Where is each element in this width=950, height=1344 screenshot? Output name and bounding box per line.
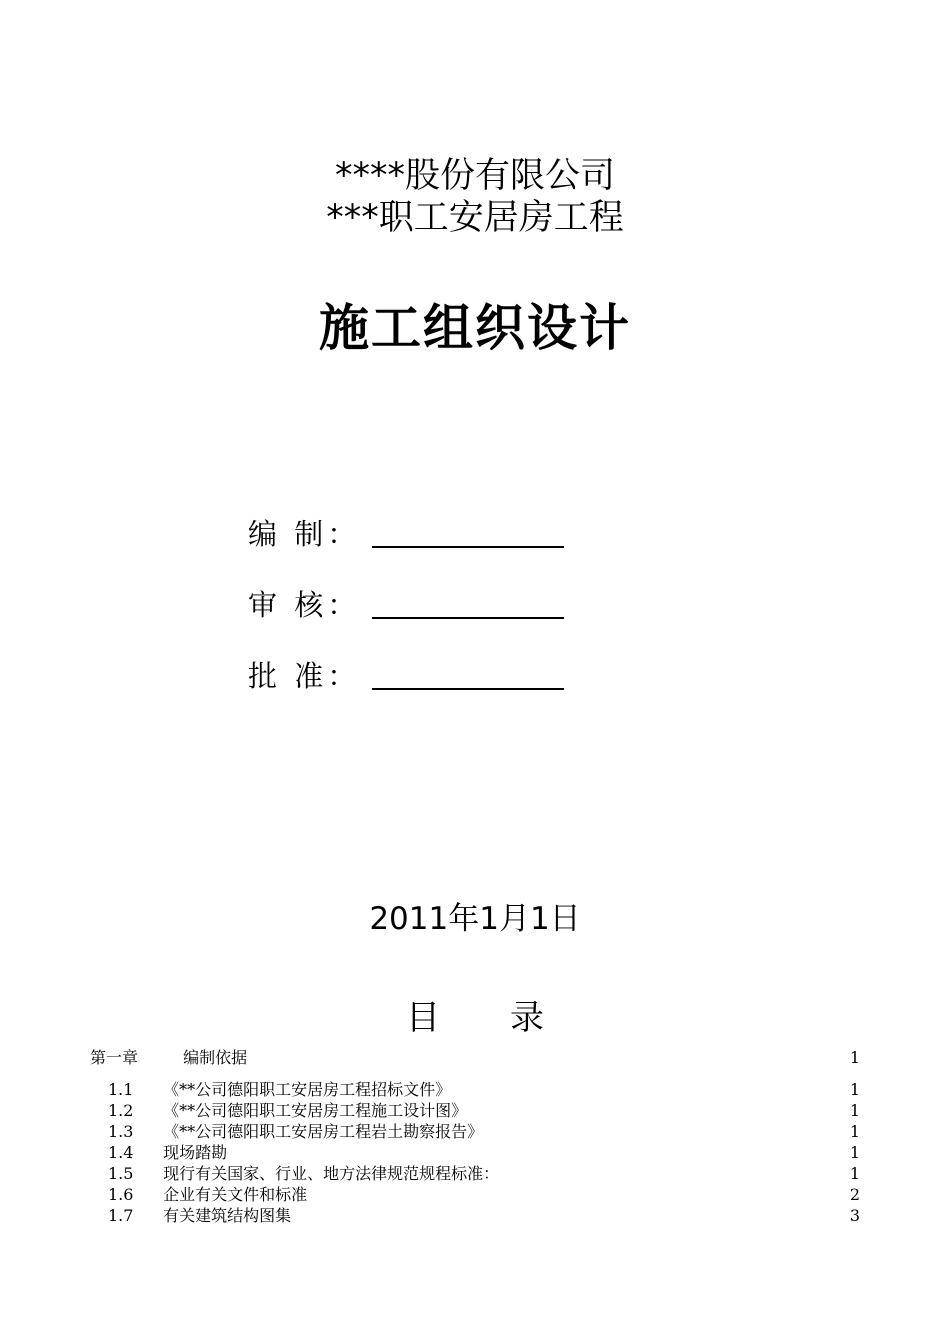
toc-item-row[interactable] — [90, 1121, 860, 1142]
toc-item-title: 《**公司德阳职工安居房工程施工设计图》 — [163, 1101, 468, 1120]
project-name: ***职工安居房工程 — [326, 198, 624, 238]
toc-page-number: 3 — [849, 1206, 860, 1225]
toc-chapter-number: 第一章 — [90, 1048, 139, 1067]
toc-item-number: 1.1 — [108, 1080, 134, 1099]
signature-line — [372, 688, 564, 690]
signature-label: 审 核： — [248, 588, 361, 622]
toc-item-row[interactable] — [90, 1100, 860, 1121]
toc-item-row[interactable] — [90, 1163, 860, 1184]
toc-page-number: 1 — [849, 1101, 860, 1120]
toc-item-number: 1.7 — [108, 1206, 134, 1225]
toc-item-title: 有关建筑结构图集 — [163, 1206, 292, 1225]
toc-item-number: 1.5 — [108, 1164, 134, 1183]
document-date: 2011年1月1日 — [369, 901, 581, 937]
toc-item-title: 《**公司德阳职工安居房工程岩土勘察报告》 — [163, 1122, 484, 1141]
toc-page-number: 1 — [849, 1164, 860, 1183]
toc-chapter-title: 编制依据 — [183, 1048, 248, 1067]
toc-item-number: 1.6 — [108, 1185, 134, 1204]
toc-item-row[interactable] — [90, 1142, 860, 1163]
company-name: ****股份有限公司 — [334, 156, 615, 196]
toc-page-number: 1 — [849, 1080, 860, 1099]
toc-item-number: 1.3 — [108, 1122, 134, 1141]
toc-heading: 目录 — [406, 998, 614, 1038]
toc-item-row[interactable] — [90, 1205, 860, 1226]
toc-item-title: 企业有关文件和标准 — [163, 1185, 308, 1204]
toc-chapter-row[interactable] — [90, 1046, 860, 1070]
signature-label: 编 制： — [248, 517, 361, 551]
signature-approved-row — [248, 656, 564, 696]
toc-item-title: 现行有关国家、行业、地方法律规范规程标准： — [163, 1164, 500, 1183]
table-of-contents — [90, 1046, 860, 1226]
document-title: 施工组织设计 — [319, 299, 631, 357]
toc-item-number: 1.2 — [108, 1101, 134, 1120]
signature-reviewed-row — [248, 585, 564, 625]
toc-page-number: 1 — [849, 1143, 860, 1162]
toc-item-title: 现场踏勘 — [163, 1143, 228, 1162]
toc-page-number: 1 — [849, 1048, 860, 1067]
toc-item-number: 1.4 — [108, 1143, 134, 1162]
toc-item-title: 《**公司德阳职工安居房工程招标文件》 — [163, 1080, 452, 1099]
signature-line — [372, 546, 564, 548]
signature-line — [372, 617, 564, 619]
toc-item-row[interactable] — [90, 1184, 860, 1205]
signature-label: 批 准： — [248, 659, 361, 693]
signature-compiled-row — [248, 514, 564, 554]
toc-page-number: 1 — [849, 1122, 860, 1141]
toc-page-number: 2 — [849, 1185, 860, 1204]
toc-item-row[interactable] — [90, 1079, 860, 1100]
